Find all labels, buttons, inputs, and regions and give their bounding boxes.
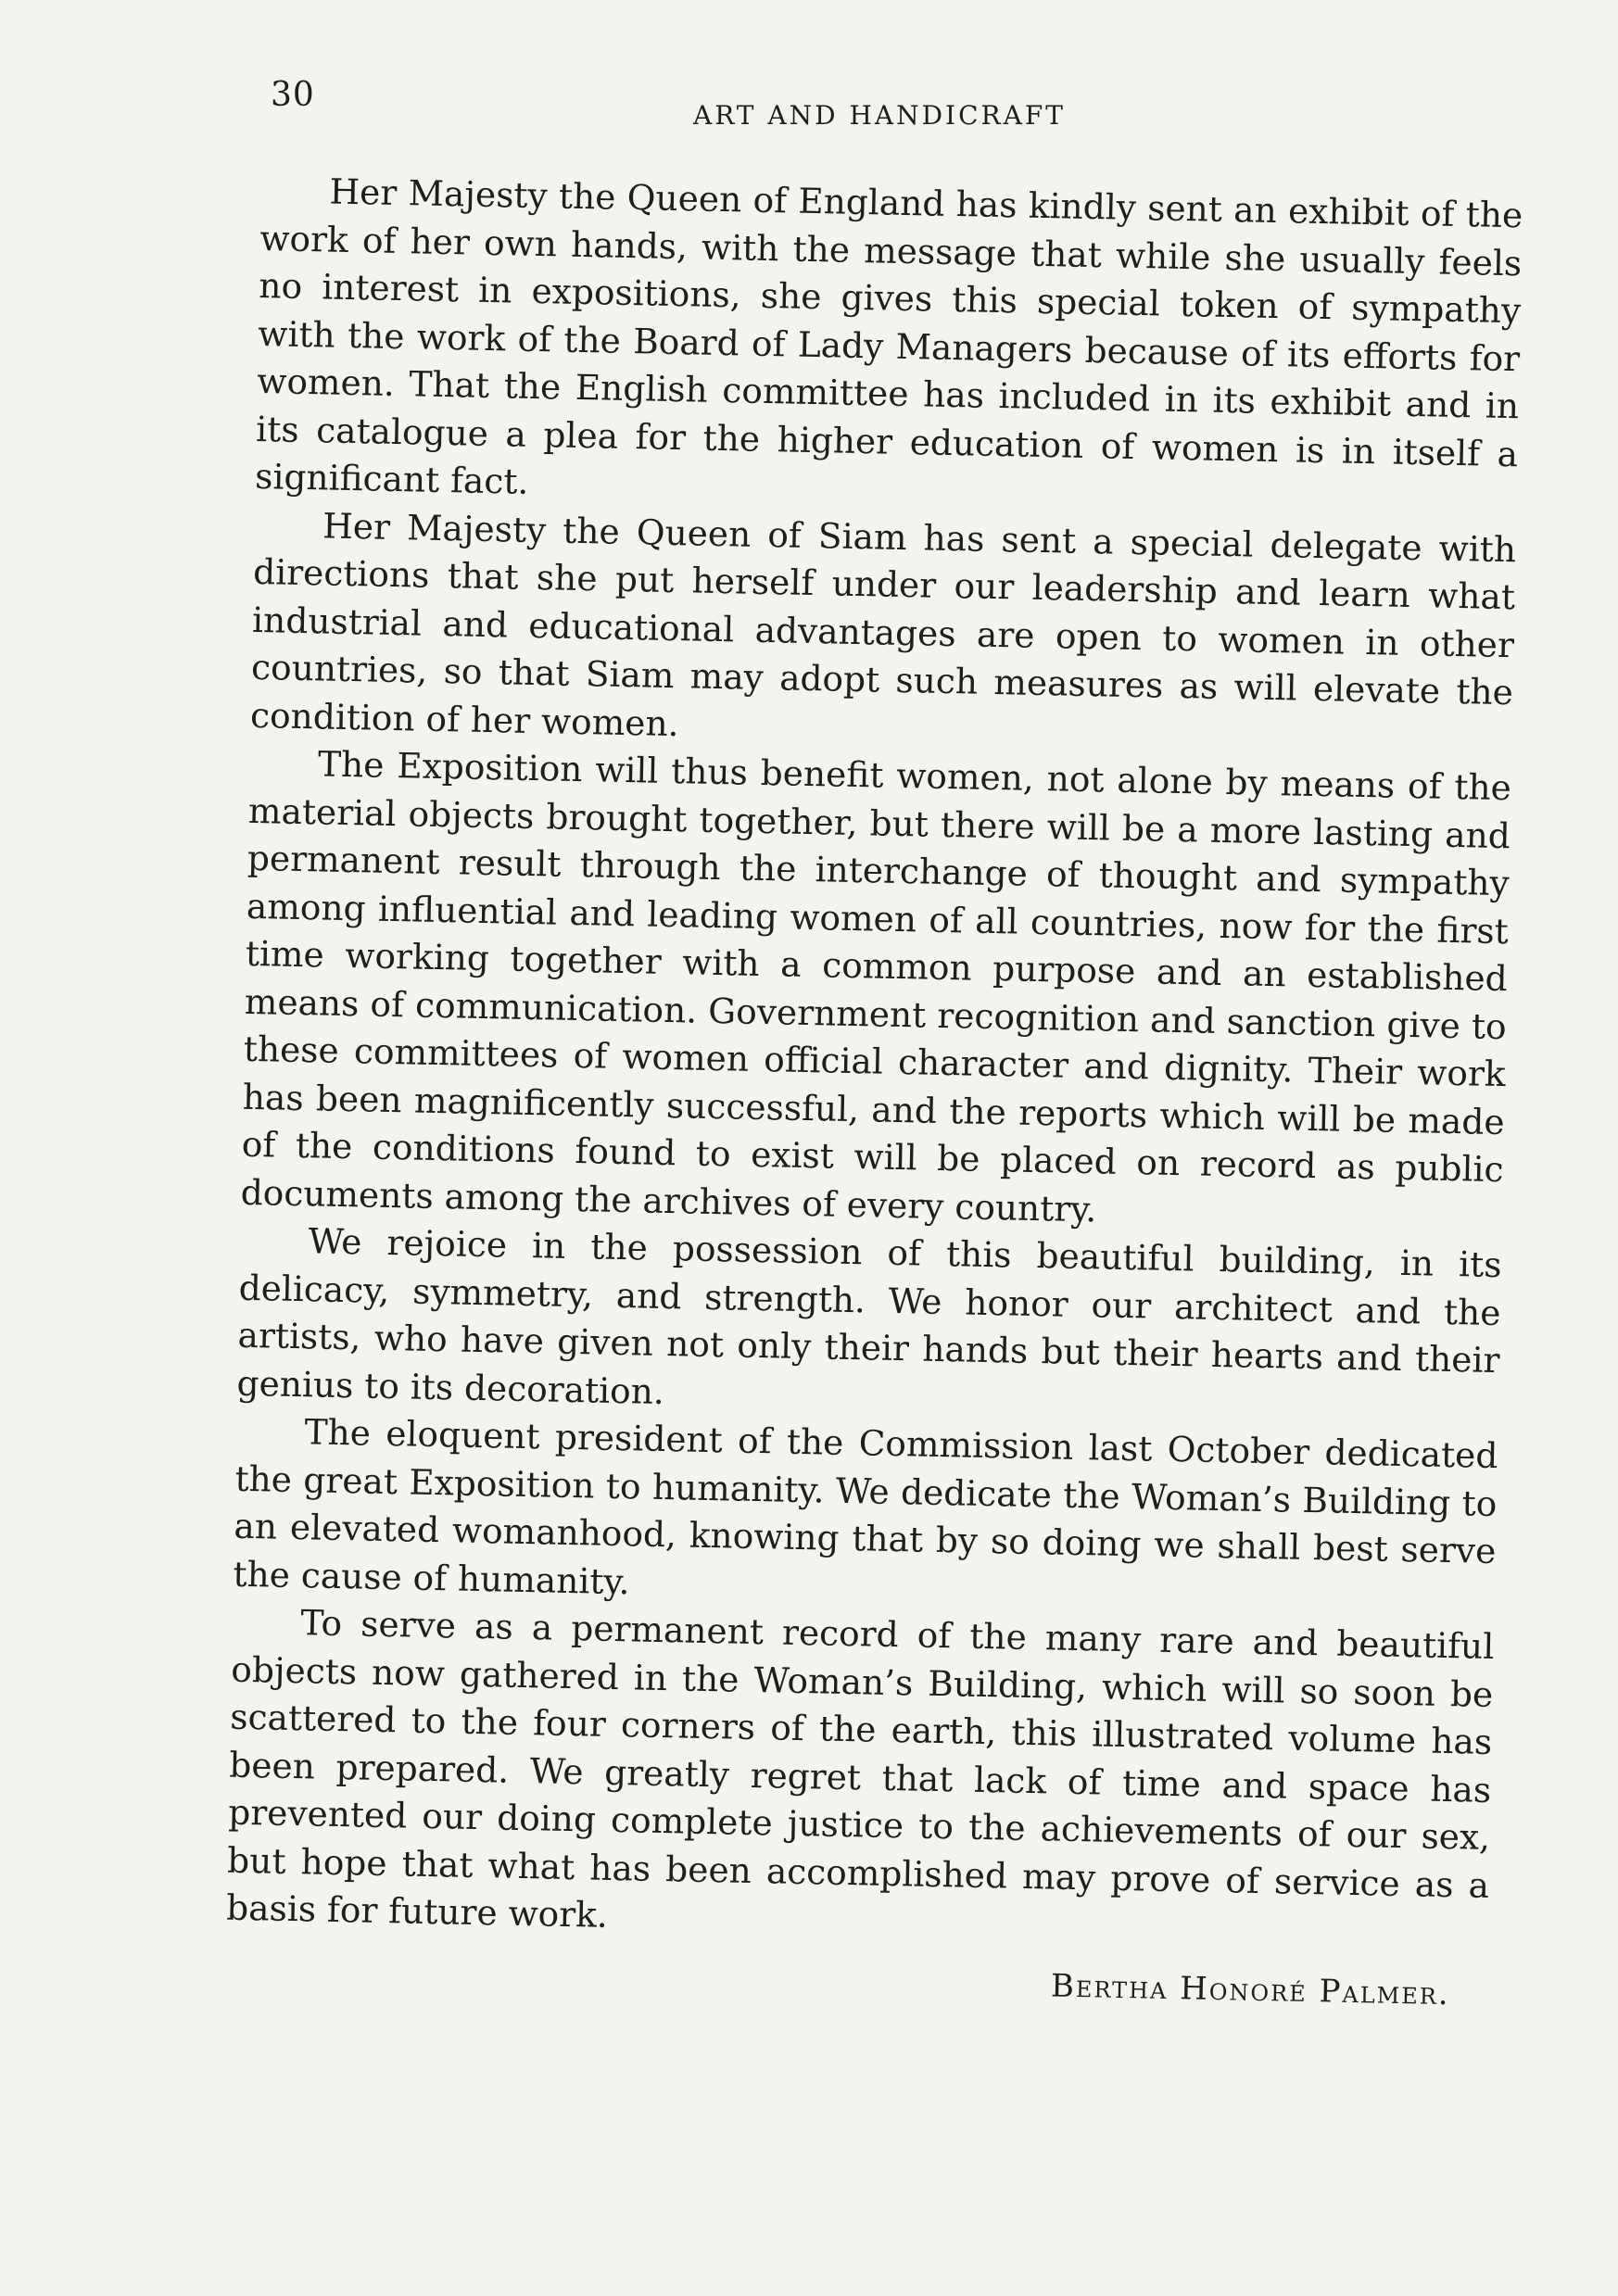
- paragraph-queen-of-england: Her Majesty the Queen of England has kindly sent an exhibit of the work of her own hands, with the message that while she usually feels no interest in expositions, she gives this special token of sympathy with the work of the Board of Lady Managers because of its efforts for women. That the English committee has included in its exhibit and in its catalogue a plea for the higher education of women is in itself a significant fact.: [254, 170, 1523, 502]
- paragraph-exposition-benefit: The Exposition will thus benefit women, not alone by means of the material objects brought together, but there will be a more lasting and permanent result through the interchange of thought and sympathy among influential and leading women of all countries, now for the first time working together with a common purpose and an established means of communication. Government recognition and sanction give to these committees of women official character and dignity. Their work has been magnificently successful, and the reports which will be made of the conditions found to exist will be placed on record as public documents among the archives of every country.: [240, 743, 1512, 1230]
- signature: Bertha Honoré Palmer.: [1050, 1966, 1451, 2012]
- paragraph-dedication: The eloquent president of the Commission last October dedicated the great Exposition to humanity. We dedicate the Woman’s Building to an elevated womanhood, knowing that by so doing we shall best serve the cause of humanity.: [233, 1411, 1498, 1602]
- paragraph-building: We rejoice in the possession of this beautiful building, in its delicacy, symmetry, and strength. We honor our architect and the artists, who have given not only their hands but their hearts and their genius to its decoration.: [236, 1220, 1502, 1412]
- paragraph-queen-of-siam: Her Majesty the Queen of Siam has sent a special delegate with directions that she put herself under our leadership and learn what industrial and educational advantages are open to women in other countries, so that Siam may adopt such measures as will elevate the condition of her women.: [249, 504, 1517, 744]
- page-number: 30: [271, 76, 315, 114]
- running-head: ART AND HANDICRAFT: [693, 100, 1066, 131]
- page-body: [225, 167, 1523, 2012]
- paragraph-permanent-record: To serve as a permanent record of the many rare and beautiful objects now gathered in the Woman’s Building, which will so soon be scattered to the four corners of the earth, this illustrated volume has been prepared. We greatly regret that lack of time and space has prevented our doing complete justice to the achievements of our sex, but hope that what has been accomplished may prove of service as a basis for future work.: [225, 1602, 1495, 1936]
